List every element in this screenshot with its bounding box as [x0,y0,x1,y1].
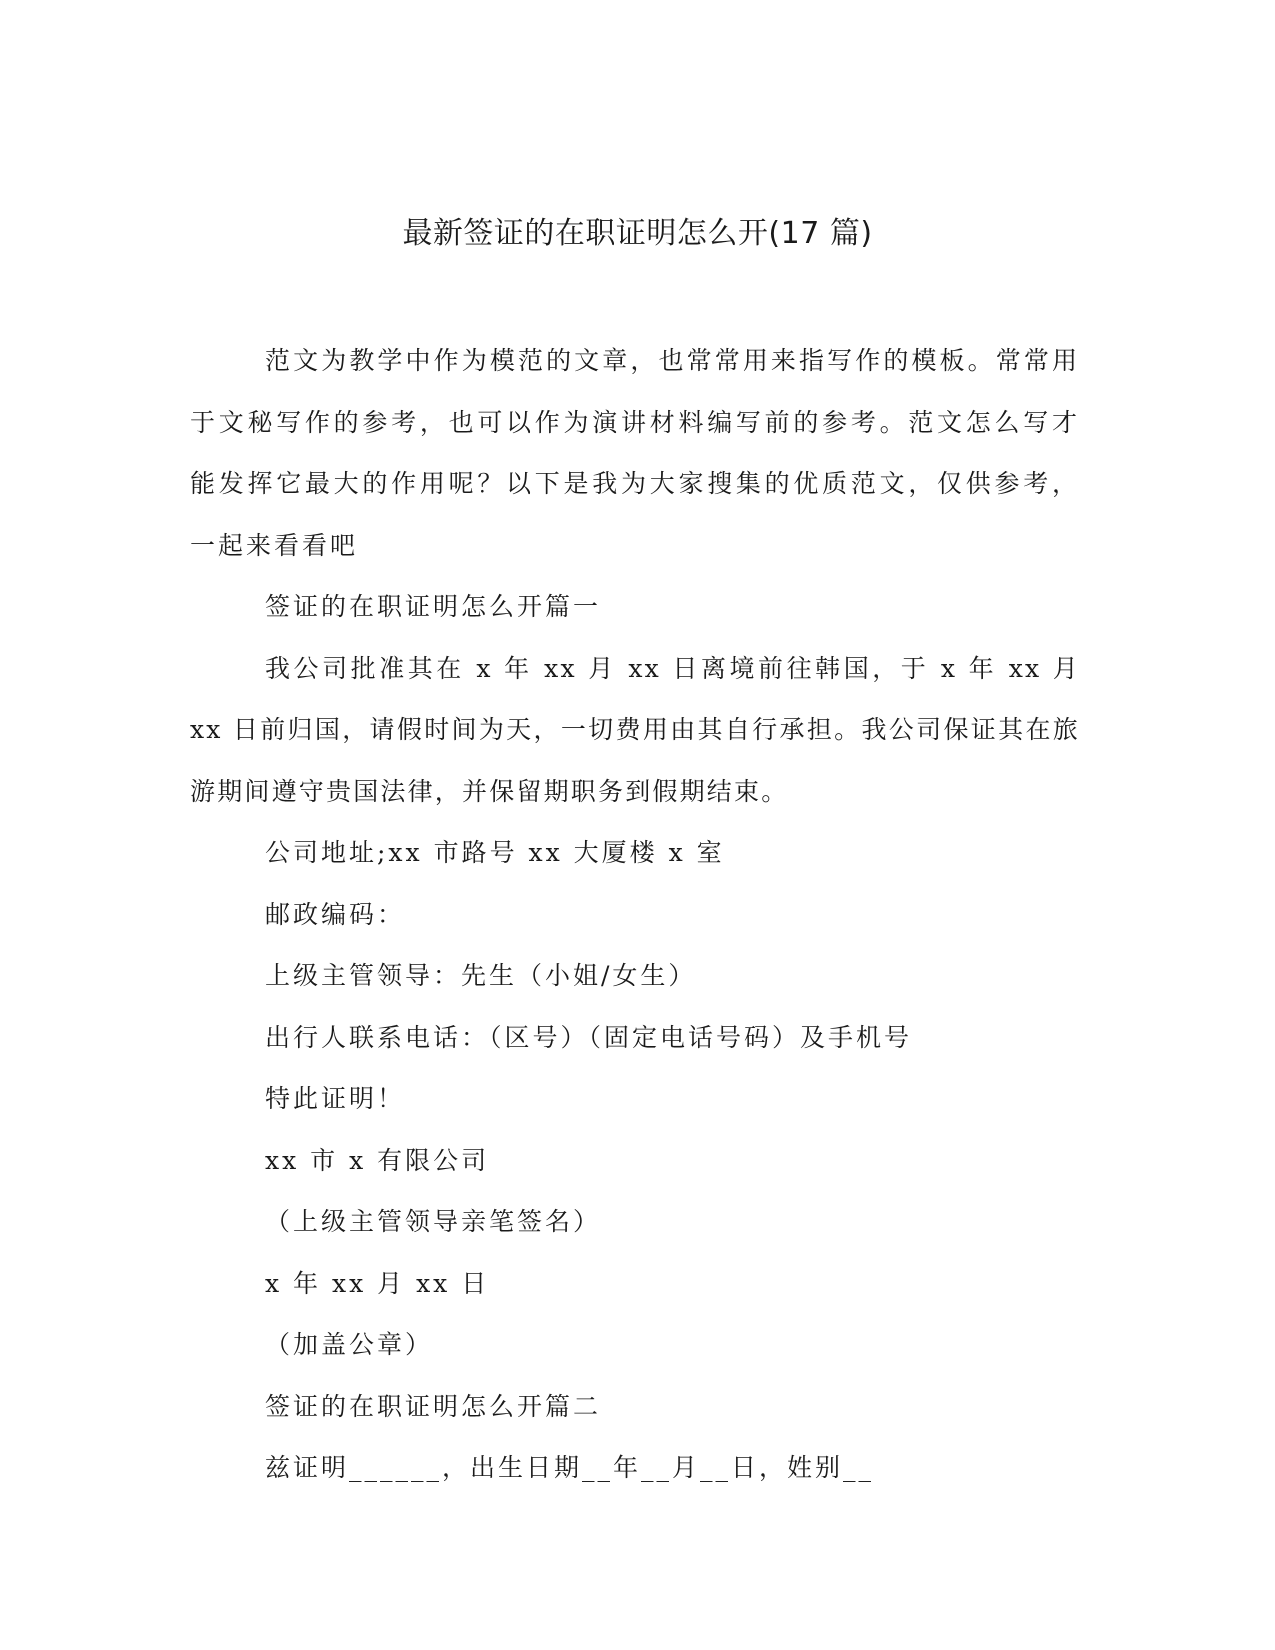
seal-line: （加盖公章） [265,1330,434,1359]
intro-paragraph: 范文为教学中作为模范的文章，也常常用来指写作的模板。常常用于文秘写作的参考，也可以作为演讲材料编写前的参考。范文怎么写才能发挥它最大的作用呢？以下是我为大家搜集的优质范文，仅供参考，一起来看看吧 [190,346,1080,560]
section-heading-2: 签证的在职证明怎么开篇二 [265,1391,602,1421]
document-title: 最新签证的在职证明怎么开(17 篇) [402,216,873,251]
company-address-line: 公司地址;xx 市路号 xx 大厦楼 x 室 [265,838,725,867]
signature-line: （上级主管领导亲笔签名） [265,1207,602,1236]
section-heading-1: 签证的在职证明怎么开篇一 [265,592,602,621]
contact-phone-line: 出行人联系电话：（区号）（固定电话号码）及手机号 [265,1022,913,1052]
company-name-line: xx 市 x 有限公司 [265,1145,490,1175]
certificate-fill-line: 兹证明______，出生日期__年__月__日，姓别__ [265,1453,875,1482]
certification-line: 特此证明！ [265,1084,406,1113]
supervisor-line: 上级主管领导：先生（小姐/女生） [265,961,697,990]
postal-code-line: 邮政编码： [265,899,406,929]
document-body [190,330,1080,1499]
date-line: x 年 xx 月 xx 日 [265,1268,490,1298]
approval-paragraph: 我公司批准其在 x 年 xx 月 xx 日离境前往韩国，于 x 年 xx 月 xx 日前归国，请假时间为天，一切费用由其自行承担。我公司保证其在旅游期间遵守贵国法律，并保留期职务到假期结束。 [190,653,1080,806]
